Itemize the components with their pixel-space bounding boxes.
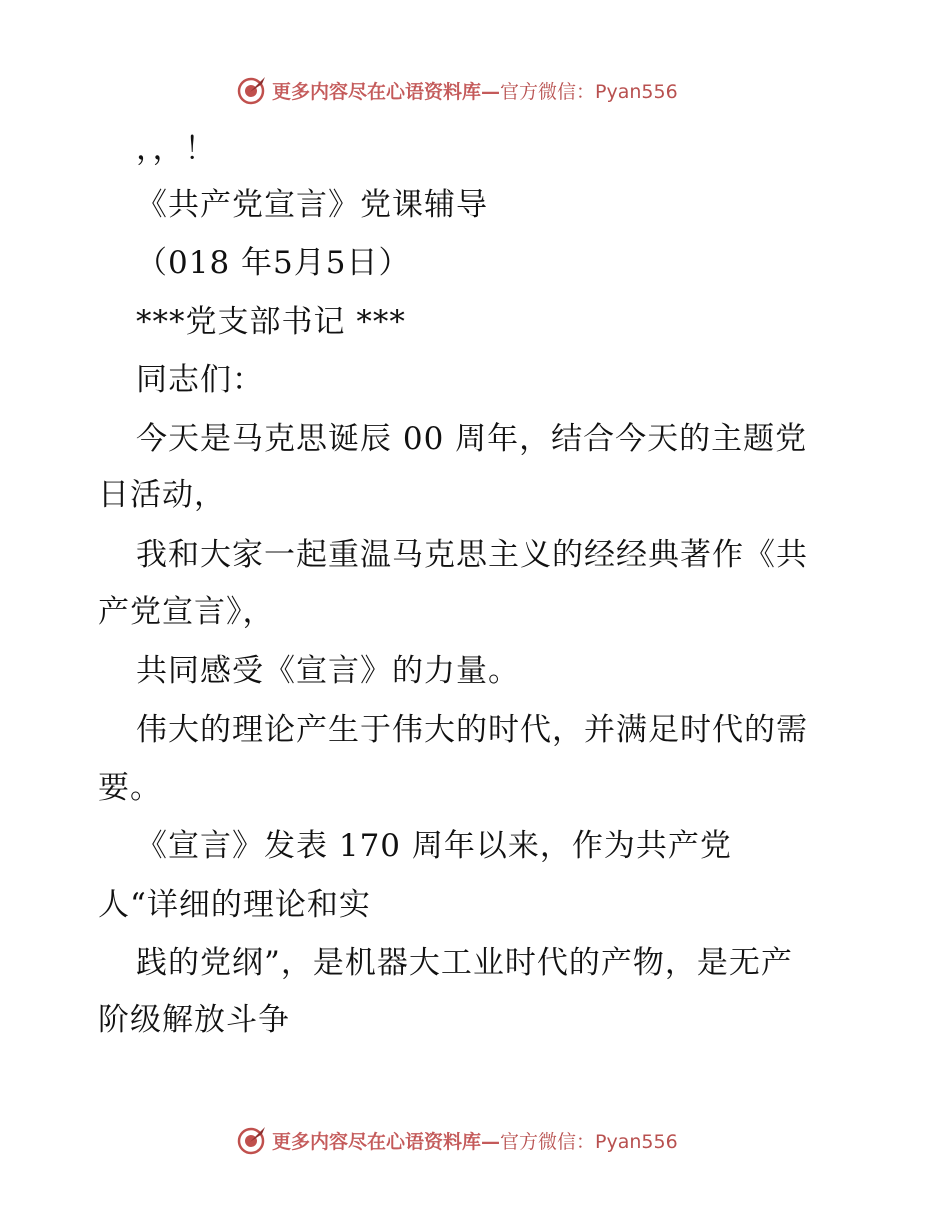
footer-watermark [236,1123,678,1157]
text-line: 今天是马克思诞辰 00 周年，结合今天的主题党 [136,421,808,457]
quill-logo-icon [236,1124,268,1156]
watermark-contact: 官方微信：Pyan556 [500,1130,678,1153]
quill-logo-icon [236,74,268,106]
text-line: 产党宣言》， [98,594,275,630]
document-date: （018 年5月5日） [136,245,411,281]
watermark-text: 更多内容尽在心语资料库— [272,1130,501,1153]
salutation: 同志们： [136,362,264,398]
watermark-text: 更多内容尽在心语资料库— [272,80,501,103]
text-line: 共同感受《宣言》的力量。 [136,653,520,689]
text-line: 日活动， [98,477,226,513]
text-line: 人“详细的理论和实 [98,887,371,923]
text-line: 践的党纲”，是机器大工业时代的产物，是无产 [136,945,793,981]
text-line: ，，！ [136,131,217,167]
text-line: 伟大的理论产生于伟大的时代，并满足时代的需 [136,712,808,748]
text-line: 要。 [98,770,162,806]
text-line: 《宣言》发表 170 周年以来，作为共产党 [136,828,732,864]
text-line: 我和大家一起重温马克思主义的经经典著作《共 [136,537,808,573]
watermark-contact: 官方微信：Pyan556 [500,80,678,103]
header-watermark [236,73,678,107]
speaker-line: ***党支部书记 *** [136,304,406,340]
text-line: 阶级解放斗争 [98,1002,290,1038]
document-title: 《共产党宣言》党课辅导 [136,187,488,223]
